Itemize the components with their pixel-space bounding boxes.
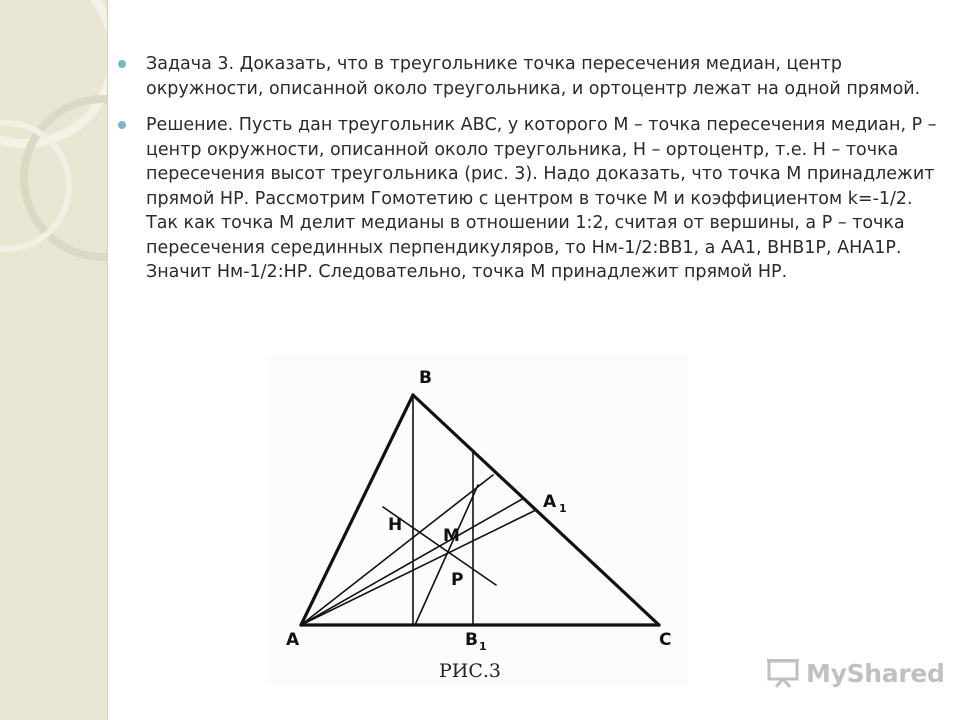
task-text: Задача 3. Доказать, что в треугольнике точка пересечения медиан, центр окружности, описанной около треугольника, и ортоцентр лежат на одной прямой. [146,54,921,99]
vertex-label-a: A [286,630,300,650]
watermark-text: MyShared [806,658,945,688]
slide-content [117,52,937,297]
point-label-b1: B [465,630,478,650]
point-label-a1: A [543,492,557,512]
point-label-h: H [388,515,403,535]
bullet-icon [118,60,126,68]
projector-screen-icon [766,657,800,689]
decorative-side-band [0,0,108,720]
bullet-icon [118,121,126,129]
solution-paragraph [117,113,937,285]
figure-background [268,355,688,685]
myshared-watermark [766,655,945,691]
triangle-figure [268,355,688,685]
point-label-p: P [451,570,464,590]
point-label-a1-subscript: 1 [559,502,567,515]
figure-caption: РИС.3 [439,660,502,682]
point-label-b1-subscript: 1 [479,640,487,653]
task-paragraph [117,52,937,101]
vertex-label-c: C [659,630,672,650]
vertex-label-b: B [419,368,432,388]
solution-text: Решение. Пусть дан треугольник АВС, у которого М – точка пересечения медиан, Р – центр окружности, описанной около треугольника, Н – ортоцентр, т.е. Н – точка пересечения высот треугольника (рис. 3). Надо доказать, что точка М принадлежит прямой НР. Рассмотрим Гомотетию с центром в точке М и коэффициентом k=-1/2. Так как точка М делит медианы в отношении 1:2, считая от вершины, а Р – точка пересечения серединных перпендикуляров, то Нм-1/2:ВВ1, а АА1, ВНВ1Р, АНА1Р. Значит Нм-1/2:НР. Следовательно, точка М принадлежит прямой НР. [146,115,937,282]
point-label-m: M [443,526,460,546]
triangle-diagram [268,355,688,685]
